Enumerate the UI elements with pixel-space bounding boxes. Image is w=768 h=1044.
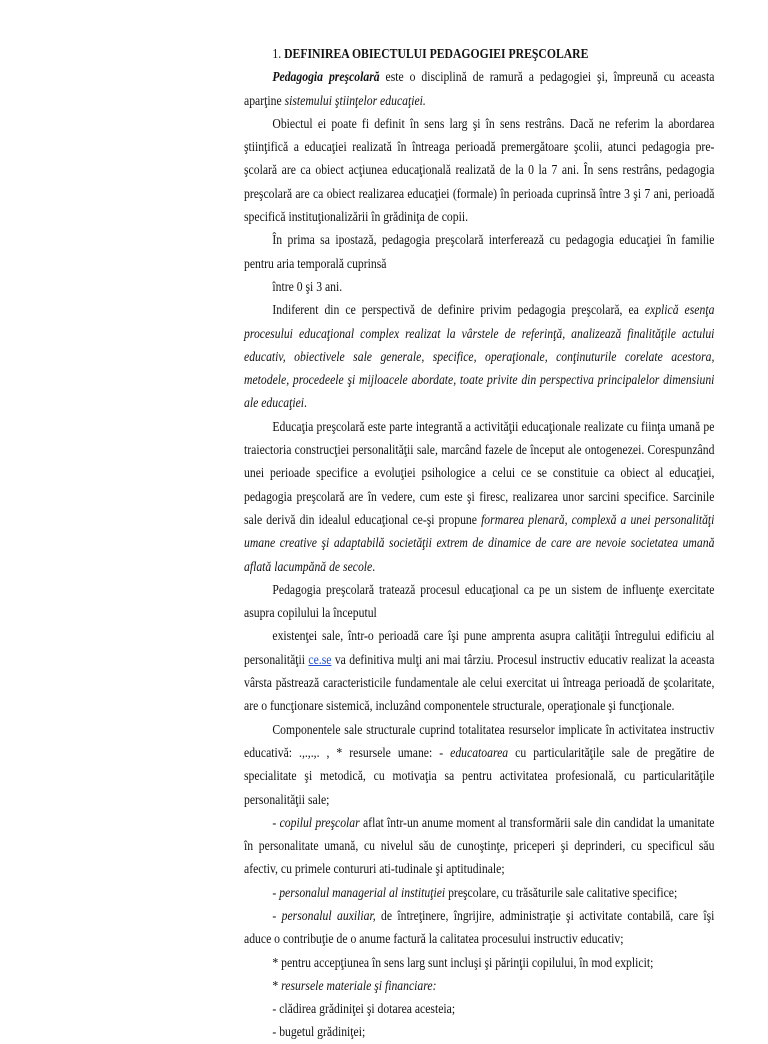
document-body bbox=[244, 42, 715, 1044]
paragraph-3: În prima sa ipostază, pedagogia preşcolară interferează cu pedagogia educaţiei în familie pentru aria temporală cuprinsă bbox=[244, 232, 715, 271]
paragraph-2: Obiectul ei poate fi definit în sens larg şi în sens restrâns. Dacă ne referim la abordarea ştiinţifică a educaţiei realizată în întreaga perioadă premergătoare şcolii, atunci pedagogia pre-şcolară are ca obiect acţiunea educaţională realizată de la 0 la 7 ani. În sens restrâns, pedagogia preşcolară are ca obiect realizarea educaţiei (formale) în perioada cuprinsă între 3 şi 7 ani, perioadă specifică instituţionalizării în grădiniţa de copii. bbox=[244, 115, 715, 225]
list-item-resurse-materiale: * resursele materiale şi financiare: bbox=[272, 977, 437, 993]
list-item-bugetul: - bugetul grădiniţei; bbox=[272, 1024, 366, 1040]
list-item-cladirea: - clădirea grădiniţei şi dotarea acesteia; bbox=[272, 1001, 456, 1017]
heading-title: DEFINIREA OBIECTULUI PEDAGOGIEI PREŞCOLARE bbox=[284, 46, 589, 61]
paragraph-5: Indiferent din ce perspectivă de definire privim pedagogia preşcolară, ea explică esenţa procesului educaţional complex realizat la vârstele de referinţă, analizează finalităţile actului educativ, obiectivele sale generale, specifice, operaţionale, conţinuturile corelate acestora, metodele, procedeele şi mijloacele abordate, toate privite din perspectiva principalelor dimensiuni ale educaţiei. bbox=[244, 302, 715, 411]
paragraph-7: Pedagogia preşcolară tratează procesul educaţional ca pe un sistem de influenţe exercitate asupra copilului la începutul bbox=[244, 581, 715, 621]
list-item-personalul-managerial: - personalul managerial al instituţiei preşcolare, cu trăsăturile sale calitative specifice; bbox=[272, 884, 678, 900]
heading-number: 1. bbox=[272, 46, 282, 61]
list-item-parinti: * pentru accepţiunea în sens larg sunt incluşi şi părinţii copilului, în mod explicit; bbox=[272, 954, 654, 970]
paragraph-4: între 0 şi 3 ani. bbox=[272, 278, 343, 294]
list-item-personalul-auxiliar: - personalul auxiliar, de întreţinere, îngrijire, administraţie şi activitate contabilă, care îşi aduce o contribuţie de o anume factură la calitatea procesului instructiv educativ; bbox=[244, 907, 715, 947]
paragraph-6: Educaţia preşcolară este parte integrantă a activităţii educaţionale realizate cu fiinţa umană pe traiectoria construcţiei personalităţii sale, marcând fazele de început ale ontogenezei. Corespunzând unei perioade specifice a evoluţiei psihologice a celui ce se constituie ca obiect al educaţiei, pedagogia preşcolară are în vedere, cum este şi firesc, realizarea unor sarcini specifice. Sarcinile sale derivă din idealul educaţional ce-şi propune formarea plenară, complexă a unei personalităţi umane creative şi adaptabilă societăţii extrem de dinamice de care are nevoie societatea umană aflată lacumpănă de secole. bbox=[244, 418, 715, 574]
inline-link[interactable]: ce.se bbox=[308, 651, 332, 667]
paragraph-1: Pedagogia preşcolară este o disciplină de ramură a pedagogiei şi, împreună cu aceasta aparţine sistemului ştiinţelor educaţiei. bbox=[244, 69, 715, 108]
section-heading bbox=[244, 42, 714, 65]
list-item-copilul: - copilul preşcolar aflat într-un anume moment al transformării sale din candidat la umanitate în personalitate umană, cu nivelul său de cunoştinţe, priceperi şi deprinderi, cu specificul său afectiv, cu primele contururi ati-tudinale şi aptitudinale; bbox=[244, 814, 715, 877]
paragraph-9: Componentele sale structurale cuprind totalitatea resurselor implicate în activitatea instructiv educativă: .,.,.,. , * resursele umane: - educatoarea cu particularităţile sale de pregătire de specialitate şi metodică, cu motivaţia sa pentru activitatea profesională, cu particularităţile personalităţii sale; bbox=[244, 721, 715, 807]
term-pedagogia-prescolara: Pedagogia preşcolară bbox=[272, 69, 380, 85]
paragraph-8: existenţei sale, într-o perioadă care îşi pune amprenta asupra calităţii întregului edificiu al personalităţii ce.se va definitiva mulţi ani mai târziu. Procesul instructiv educativ realizat la aceasta vârsta păstrează caracteristicile fundamentale ale celui exercitat ui întreaga perioadă de şcolaritate, are o funcţionare sistemică, incluzând componentele structurale, operaţionale şi funcţionale. bbox=[244, 628, 715, 714]
